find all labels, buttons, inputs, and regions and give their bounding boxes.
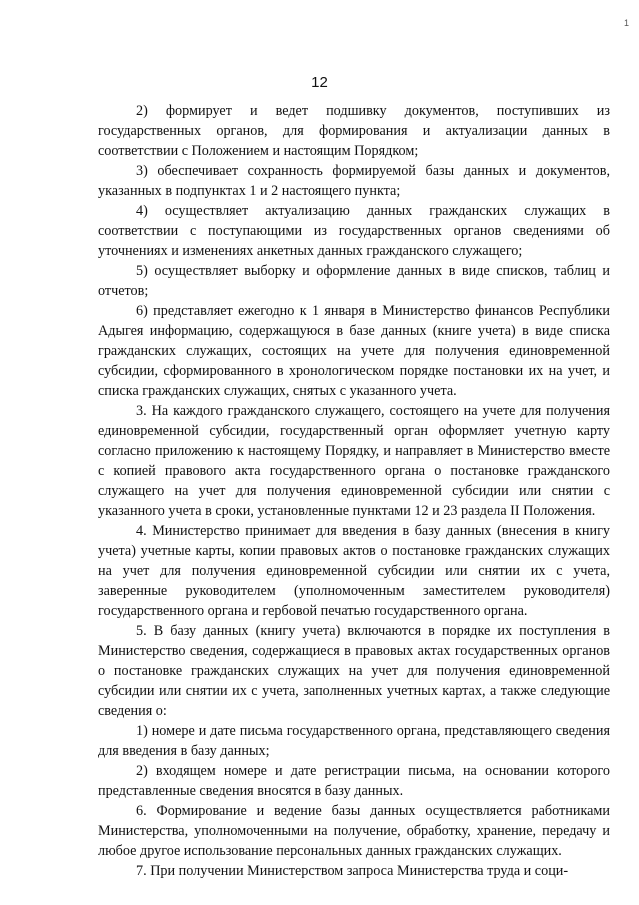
paragraph-clause-3: 3. На каждого гражданского служащего, состоящего на учете для получения единовременной субсидии, государственный орган оформляет учетную карту согласно приложению к настоящему Порядку, и направляет в Министерство вместе с копией правового акта государственного органа о постановке гражданского служащего на учет для получения единовременной субсидии или снятии с указанного учета в сроки, установленные пунктами 12 и 23 раздела II Положения.	[98, 403, 610, 519]
paragraph-clause-7: 7. При получении Министерством запроса Министерства труда и соци-	[136, 863, 569, 879]
paragraph-clause-6: 6. Формирование и ведение базы данных осуществляется работниками Министерства, уполномоченными на получение, обработку, хранение, передачу и любое другое использование персональных данных гражданских служащих.	[98, 803, 610, 859]
paragraph-item-5: 5) осуществляет выборку и оформление данных в виде списков, таблиц и отчетов;	[98, 263, 610, 299]
page-number: 12	[311, 74, 328, 91]
paragraph-item-6: 6) представляет ежегодно к 1 января в Министерство финансов Республики Адыгея информацию, содержащуюся в базе данных (книге учета) в виде списка гражданских служащих, состоящих на учете для получения единовременной субсидии, сформированного в хронологическом порядке постановки их на учет, и списка гражданских служащих, снятых с указанного учета.	[98, 303, 610, 399]
margin-mark: 1	[624, 18, 630, 28]
paragraph-item-4: 4) осуществляет актуализацию данных гражданских служащих в соответствии с поступающими из государственных органов сведениями об уточнениях и изменениях анкетных данных гражданского служащего;	[98, 203, 610, 259]
paragraph-item-2: 2) формирует и ведет подшивку документов, поступивших из государственных органов, для формирования и актуализации данных в соответствии с Положением и настоящим Порядком;	[98, 103, 610, 159]
paragraph-clause-5: 5. В базу данных (книгу учета) включаются в порядке их поступления в Министерство сведения, содержащиеся в правовых актах государственных органов о постановке гражданских служащих на учет для получения единовременной субсидии или снятии их с учета, заполненных учетных картах, а также следующие сведения о:	[98, 623, 610, 719]
paragraph-clause-4: 4. Министерство принимает для введения в базу данных (внесения в книгу учета) учетные карты, копии правовых актов о постановке гражданских служащих на учет для получения единовременной субсидии или снятии их с учета, заверенные руководителем (уполномоченным заместителем руководителя) государственного органа и гербовой печатью государственного органа.	[98, 523, 610, 619]
document-body	[98, 101, 610, 881]
paragraph-subitem-1: 1) номере и дате письма государственного органа, представляющего сведения для введения в базу данных;	[98, 723, 610, 759]
paragraph-item-3: 3) обеспечивает сохранность формируемой базы данных и документов, указанных в подпунктах 1 и 2 настоящего пункта;	[98, 163, 610, 199]
paragraph-subitem-2: 2) входящем номере и дате регистрации письма, на основании которого представленные сведения вносятся в базу данных.	[98, 763, 610, 799]
